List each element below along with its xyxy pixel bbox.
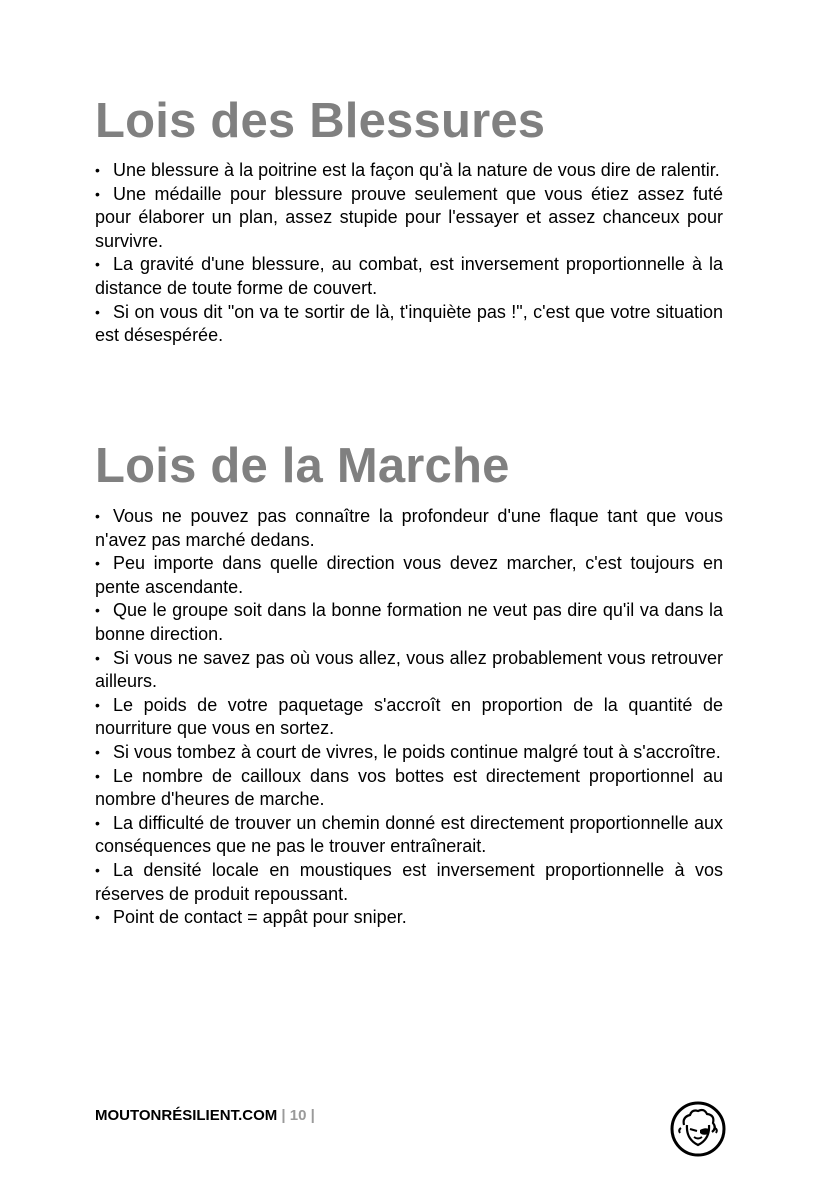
bullet-icon: • (95, 602, 100, 619)
bullet-icon: • (95, 743, 100, 760)
bullet-icon: • (95, 814, 100, 831)
page-footer (95, 1107, 315, 1124)
footer-separator: | (310, 1107, 315, 1124)
wounds-list (95, 159, 723, 348)
bullet-icon: • (95, 555, 100, 572)
sheep-logo-icon (670, 1101, 726, 1157)
list-item: • Une médaille pour blessure prouve seulement que vous étiez assez futé pour élaborer un plan, assez stupide pour l'essayer et assez chanceux pour survivre. (95, 183, 723, 251)
list-item: • Vous ne pouvez pas connaître la profondeur d'une flaque tant que vous n'avez pas marché dedans. (95, 506, 723, 550)
bullet-icon: • (95, 256, 100, 273)
bullet-icon: • (95, 185, 100, 202)
list-item: • Si on vous dit "on va te sortir de là, t'inquiète pas !", c'est que votre situation est désespérée. (95, 301, 723, 346)
bullet-icon: • (95, 767, 100, 784)
list-item: • La densité locale en moustiques est inversement proportionnelle à vos réserves de produit repoussant. (95, 859, 723, 904)
section-title-march: Lois de la Marche (95, 439, 510, 493)
bullet-icon: • (95, 861, 100, 878)
bullet-icon: • (95, 303, 100, 320)
bullet-icon: • (95, 508, 100, 524)
march-list (95, 505, 723, 930)
bullet-icon: • (95, 162, 100, 178)
list-item: • Si vous ne savez pas où vous allez, vous allez probablement vous retrouver ailleurs. (95, 647, 723, 692)
footer-separator: | (281, 1107, 286, 1124)
list-item: • Que le groupe soit dans la bonne formation ne veut pas dire qu'il va dans la bonne direction. (95, 600, 723, 644)
list-item: • Si vous tombez à court de vivres, le poids continue malgré tout à s'accroître. (95, 741, 723, 765)
list-item: • La gravité d'une blessure, au combat, est inversement proportionnelle à la distance de toute forme de couvert. (95, 254, 723, 298)
bullet-icon: • (95, 909, 100, 926)
list-item: • La difficulté de trouver un chemin donné est directement proportionnelle aux conséquences que ne pas le trouver entraînerait. (95, 812, 723, 857)
list-item: • Point de contact = appât pour sniper. (95, 906, 723, 930)
list-item: • Peu importe dans quelle direction vous devez marcher, c'est toujours en pente ascendante. (95, 553, 723, 597)
section-title-wounds: Lois des Blessures (95, 94, 546, 148)
list-item: • Le poids de votre paquetage s'accroît en proportion de la quantité de nourriture que vous en sortez. (95, 694, 723, 739)
site-name: MOUTONRÉSILIENT.COM (95, 1107, 278, 1124)
bullet-icon: • (95, 649, 100, 666)
bullet-icon: • (95, 696, 100, 713)
page-number: 10 (289, 1107, 307, 1124)
list-item: • Le nombre de cailloux dans vos bottes est directement proportionnel au nombre d'heures de marche. (95, 765, 723, 810)
list-item: • Une blessure à la poitrine est la façon qu'à la nature de vous dire de ralentir. (95, 159, 723, 183)
